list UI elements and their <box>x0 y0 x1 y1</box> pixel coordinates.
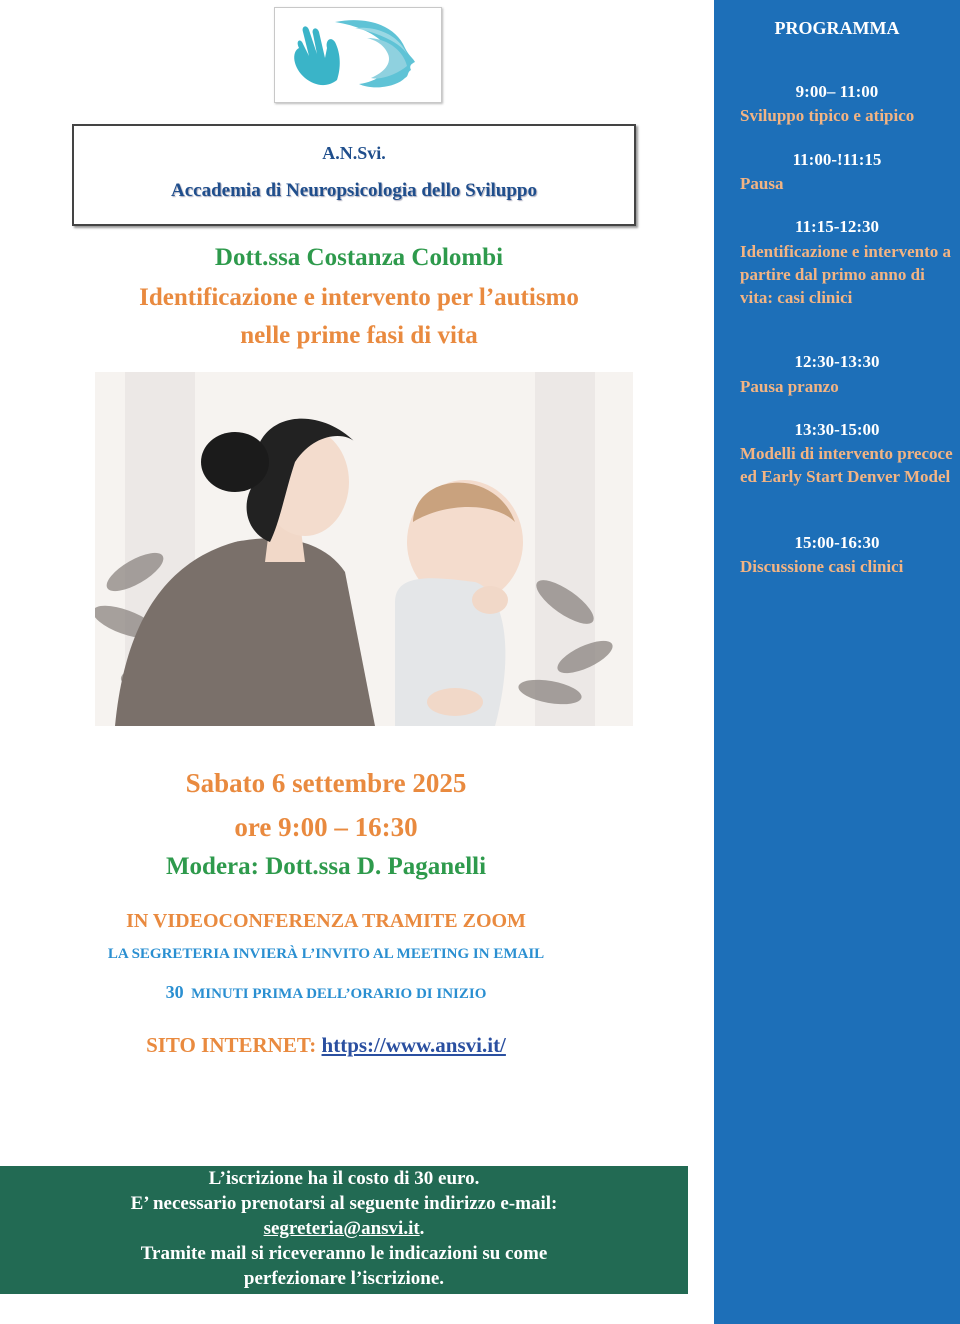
registration-line3: Tramite mail si riceveranno le indicazioni su come <box>140 1243 548 1264</box>
talk-title-line2: nelle prime fasi di vita <box>240 322 478 349</box>
registration-line2: E’ necessario prenotarsi al seguente indirizzo e-mail: <box>130 1193 558 1214</box>
registration-email-suffix: . <box>419 1218 425 1239</box>
registration-line1: L’iscrizione ha il costo di 30 euro. <box>208 1168 480 1189</box>
event-moderator: Modera: Dott.ssa D. Paganelli <box>165 853 487 880</box>
website-line <box>6 1033 646 1058</box>
program-activity: Sviluppo tipico e atipico <box>740 106 915 125</box>
registration-box <box>0 1166 688 1294</box>
speaker-name: Dott.ssa Costanza Colombi <box>214 244 504 271</box>
program-time: 11:15-12:30 <box>794 217 880 236</box>
talk-title-line1: Identificazione e intervento per l’autismo <box>139 284 579 311</box>
online-line2-text: MINUTI PRIMA DELL’ORARIO DI INIZIO <box>191 986 487 1002</box>
event-hours: ore 9:00 – 16:30 <box>234 812 418 842</box>
organization-box <box>72 124 636 226</box>
program-time: 12:30-13:30 <box>794 352 880 371</box>
org-abbreviation: A.N.Svi. <box>322 143 386 163</box>
program-time: 15:00-16:30 <box>794 533 880 552</box>
program-activity: Identificazione e intervento a partire dal primo anno di vita: casi clinici <box>740 242 952 307</box>
program-time: 13:30-15:00 <box>794 420 880 439</box>
program-activity: Modelli di intervento precoce ed Early Start Denver Model <box>740 444 953 486</box>
registration-email-link[interactable]: segreteria@ansvi.it <box>263 1218 420 1239</box>
online-heading: IN VIDEOCONFERENZA TRAMITE ZOOM <box>126 910 526 932</box>
org-full-name: Accademia di Neuropsicologia dello Sviluppo <box>171 180 537 201</box>
online-line2 <box>6 982 646 1003</box>
program-time: 9:00– 11:00 <box>795 82 879 101</box>
program-activity: Pausa pranzo <box>740 377 839 396</box>
program-time: 11:00-!11:15 <box>792 150 882 169</box>
mother-holding-baby-illustration <box>95 372 633 726</box>
hand-and-faces-logo-icon <box>275 8 441 102</box>
event-date: Sabato 6 settembre 2025 <box>185 768 467 798</box>
logo <box>274 7 442 103</box>
programma-sidebar <box>714 0 960 1324</box>
website-label: SITO INTERNET: <box>146 1033 317 1057</box>
program-activity: Pausa <box>740 174 784 193</box>
registration-email-line <box>0 1216 688 1241</box>
online-minutes: 30 <box>165 982 184 1002</box>
website-link[interactable]: https://www.ansvi.it/ <box>321 1033 506 1057</box>
online-line1: LA SEGRETERIA INVIERÀ L’INVITO AL MEETING IN EMAIL <box>107 946 545 962</box>
program-activity: Discussione casi clinici <box>740 557 904 576</box>
registration-line4: perfezionare l’iscrizione. <box>243 1268 445 1289</box>
programma-title: PROGRAMMA <box>774 18 900 38</box>
